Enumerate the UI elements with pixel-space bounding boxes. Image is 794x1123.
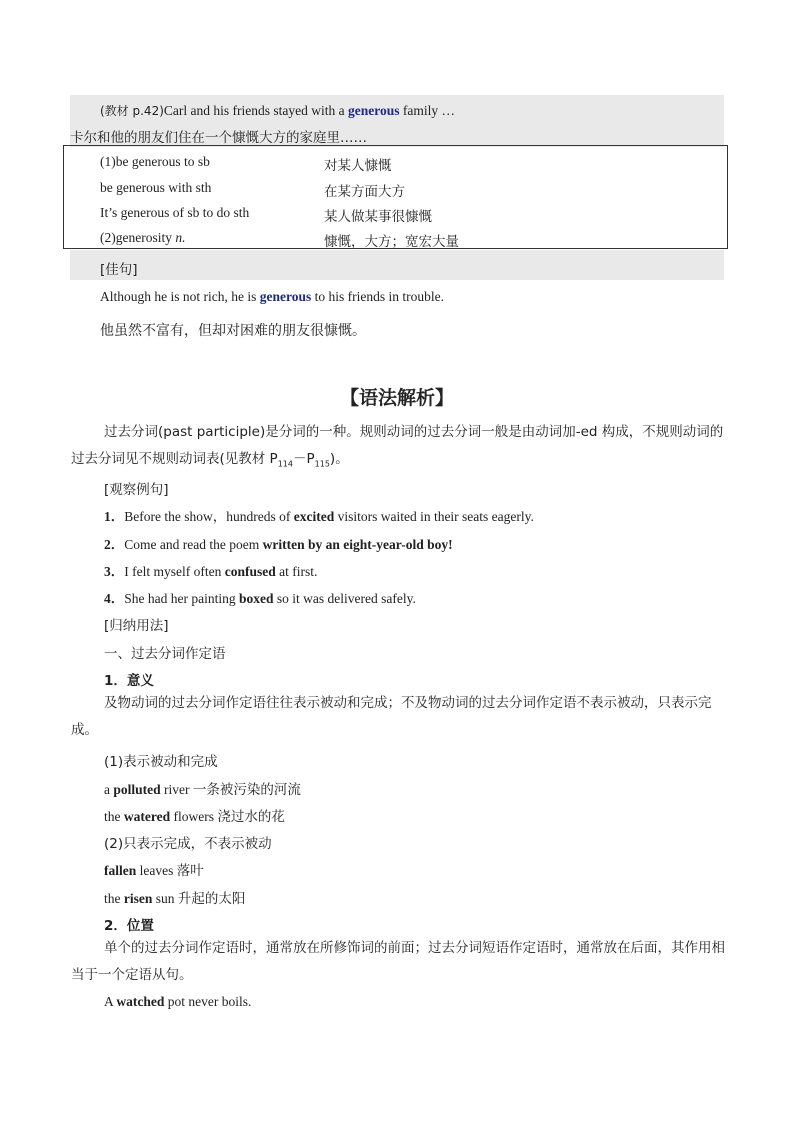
keyword-generous-2: generous: [259, 289, 312, 304]
jiaju-label: [佳句]: [100, 262, 138, 278]
summary-label: [归纳用法]: [104, 618, 169, 634]
observe-label: [观察例句]: [104, 482, 169, 498]
sub1-text: 及物动词的过去分词作定语往往表示被动和完成；不及物动词的过去分词作定语不表示被动，只表示完成。: [71, 695, 712, 738]
sub2-title: 2．位置: [104, 918, 154, 934]
source-translation: 卡尔和他的朋友们住在一个慷慨大方的家庭里……: [70, 130, 367, 146]
grammar-intro: 过去分词(past participle)是分词的一种。规则动词的过去分词一般是由动词加-ed 构成，不规则动词的过去分词见不规则动词表(见教材 $P_{114}-P_{115}$)。: [71, 424, 724, 469]
usage-row-4-zh: 慷慨，大方；宽宏大量: [324, 234, 459, 250]
sub1-title: 1．意义: [104, 673, 154, 689]
jiaju-sentence: Although he is not rich, he is generous to his friends in trouble.: [100, 289, 444, 304]
jiaju-band: [70, 250, 724, 280]
jiaju-translation: 他虽然不富有，但却对困难的朋友很慷慨。: [100, 323, 366, 339]
source-prefix: (教材 p.42): [100, 104, 164, 118]
final-example: A watched pot never boils.: [104, 994, 252, 1009]
usage-row-2-en: be generous with sth: [100, 180, 212, 195]
source-sentence: (教材 p.42)Carl and his friends stayed with a generous family …: [100, 103, 455, 118]
usage-row-2-zh: 在某方面大方: [324, 184, 405, 200]
example-2: 2．Come and read the poem written by an eight-year-old boy!: [104, 537, 453, 552]
case1-item-1: a polluted river 一条被污染的河流: [104, 782, 301, 797]
case1-item-2: the watered flowers 浇过水的花: [104, 809, 285, 824]
usage-row-1-en: (1)be generous to sb: [100, 154, 210, 169]
case2-title: (2)只表示完成，不表示被动: [104, 836, 272, 852]
usage-row-1-zh: 对某人慷慨: [324, 158, 392, 174]
case2-item-2: the risen sun 升起的太阳: [104, 891, 246, 906]
example-4: 4．She had her painting boxed so it was delivered safely.: [104, 591, 416, 606]
case2-item-1: fallen leaves 落叶: [104, 863, 204, 878]
example-1: 1．Before the show，hundreds of excited visitors waited in their seats eagerly.: [104, 509, 534, 524]
keyword-generous: generous: [347, 103, 400, 118]
section-heading: 【语法解析】: [339, 387, 454, 409]
usage-row-4-en: (2)generosity n.: [100, 230, 186, 245]
example-3: 3．I felt myself often confused at first.: [104, 564, 318, 579]
sub2-text: 单个的过去分词作定语时，通常放在所修饰词的前面；过去分词短语作定语时，通常放在后面，其作用相当于一个定语从句。: [71, 940, 725, 983]
usage-row-3-zh: 某人做某事很慷慨: [324, 209, 432, 225]
section1-title: 一、过去分词作定语: [104, 646, 226, 662]
usage-row-3-en: It’s generous of sb to do sth: [100, 205, 250, 220]
case1-title: (1)表示被动和完成: [104, 754, 218, 770]
